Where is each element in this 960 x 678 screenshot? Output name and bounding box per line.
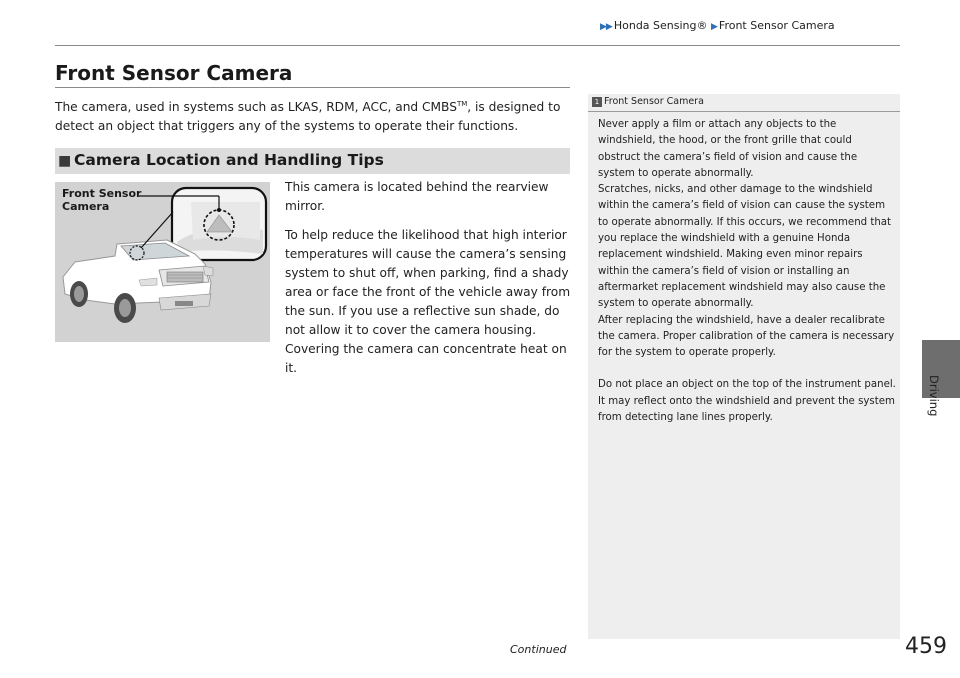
callout-line-2: Camera bbox=[62, 200, 110, 213]
continued-label: Continued bbox=[510, 643, 567, 656]
trademark-mark: TM bbox=[456, 100, 468, 108]
breadcrumb-arrow-icon: ▶▶ bbox=[600, 22, 612, 32]
side-note-title: Front Sensor Camera bbox=[604, 96, 704, 107]
page-number: 459 bbox=[905, 634, 947, 659]
breadcrumb bbox=[600, 19, 900, 32]
intro-paragraph bbox=[55, 95, 575, 136]
side-note-paragraph: Never apply a film or attach any objects to the windshield, the hood, or the front grille that could obstruct the camera’s field of vision and cause the system to operate abnormally. bbox=[598, 119, 858, 179]
title-divider bbox=[55, 87, 570, 88]
side-note-panel bbox=[588, 94, 900, 639]
intro-text-end: , is designed to detect an object that triggers any of the systems to operate their functions. bbox=[55, 100, 561, 134]
side-note-paragraph: Do not place an object on the top of the instrument panel. It may reflect onto the windshield and prevent the system from detecting lane lines properly. bbox=[598, 379, 896, 424]
page-title: Front Sensor Camera bbox=[55, 61, 293, 85]
section-header bbox=[55, 148, 570, 174]
paragraph-gap bbox=[598, 361, 896, 377]
header-divider bbox=[55, 45, 900, 46]
camera-location-figure bbox=[55, 182, 270, 342]
side-note-paragraph: After replacing the windshield, have a dealer recalibrate the camera. Proper calibration of the camera is necessary for the system to operate properly. bbox=[598, 314, 895, 359]
body-paragraph: This camera is located behind the rearview mirror. bbox=[285, 180, 549, 213]
side-note-header bbox=[588, 96, 900, 112]
body-paragraph: To help reduce the likelihood that high interior temperatures will cause the camera’s sensing system to shut off, when parking, find a shady area or face the front of the vehicle away from the sun. If you use a reflective sun shade, do not allow it to cover the camera housing. Covering the camera can concentrate heat on it. bbox=[285, 228, 571, 375]
chapter-tab-text: Driving bbox=[927, 375, 941, 417]
breadcrumb-arrow-icon: ▶ bbox=[711, 22, 717, 32]
section-body bbox=[285, 178, 573, 388]
side-note-body bbox=[598, 117, 896, 426]
chapter-tab-label[interactable] bbox=[923, 375, 959, 455]
breadcrumb-item-honda-sensing[interactable]: Honda Sensing® bbox=[613, 19, 708, 32]
note-number-badge: 1 bbox=[592, 97, 602, 107]
side-note-paragraph: Scratches, nicks, and other damage to the windshield within the camera’s field of vision can cause the system to operate abnormally. If this occurs, we recommend that you replace the windshield with a genuine Honda replacement windshield. Making even minor repairs within the camera’s field of vision or installing an aftermarket replacement windshield may also cause the system to operate abnormally. bbox=[598, 184, 892, 310]
figure-callout-label bbox=[62, 187, 141, 213]
section-title: Camera Location and Handling Tips bbox=[74, 151, 384, 169]
breadcrumb-item-front-sensor-camera[interactable]: Front Sensor Camera bbox=[718, 19, 835, 32]
callout-line-1: Front Sensor bbox=[62, 187, 142, 200]
intro-text-start: The camera, used in systems such as LKAS, RDM, ACC, and CMBS bbox=[55, 100, 457, 115]
square-bullet-icon: ■ bbox=[58, 153, 72, 169]
